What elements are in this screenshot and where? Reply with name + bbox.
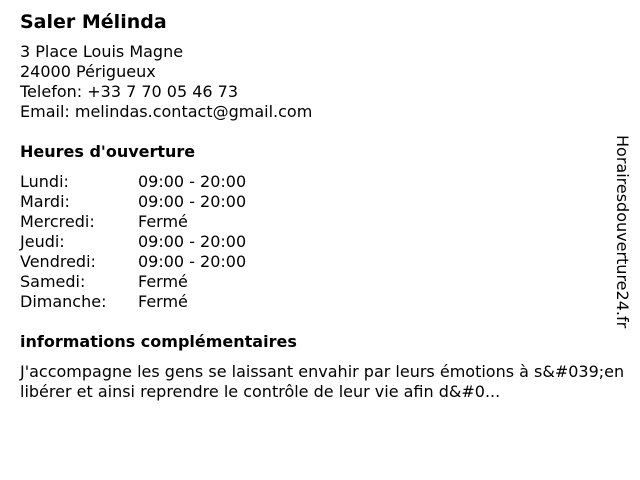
additional-info-heading: informations complémentaires bbox=[20, 332, 297, 351]
address-block bbox=[20, 42, 620, 122]
hours-row bbox=[20, 172, 620, 192]
hours-day: Jeudi: bbox=[20, 232, 65, 251]
additional-info-text: J'accompagne les gens se laissant envahir par leurs émotions à s&#039;en libérer et ainsi reprendre le contrôle de leur vie afin d&#0... bbox=[20, 362, 625, 401]
hours-day: Mardi: bbox=[20, 192, 70, 211]
address-street: 3 Place Louis Magne bbox=[20, 42, 184, 61]
hours-row bbox=[20, 272, 620, 292]
hours-row bbox=[20, 232, 620, 252]
hours-row bbox=[20, 192, 620, 212]
hours-day: Mercredi: bbox=[20, 212, 95, 231]
opening-hours-table bbox=[20, 172, 620, 312]
hours-day: Dimanche: bbox=[20, 292, 107, 311]
hours-time: Fermé bbox=[138, 212, 188, 231]
hours-time: Fermé bbox=[138, 272, 188, 291]
hours-time: 09:00 - 20:00 bbox=[138, 192, 247, 211]
business-name: Saler Mélinda bbox=[20, 11, 167, 33]
hours-day: Vendredi: bbox=[20, 252, 96, 271]
address-city: 24000 Périgueux bbox=[20, 62, 156, 81]
hours-time: 09:00 - 20:00 bbox=[138, 232, 247, 251]
hours-day: Lundi: bbox=[20, 172, 69, 191]
hours-row bbox=[20, 252, 620, 272]
hours-time: 09:00 - 20:00 bbox=[138, 252, 247, 271]
hours-day: Samedi: bbox=[20, 272, 86, 291]
site-brand-vertical: Horairesdouverture24.fr bbox=[613, 135, 632, 329]
email-address[interactable]: Email: melindas.contact@gmail.com bbox=[20, 102, 313, 121]
hours-time: Fermé bbox=[138, 292, 188, 311]
phone-number[interactable]: Telefon: +33 7 70 05 46 73 bbox=[20, 82, 239, 101]
hours-time: 09:00 - 20:00 bbox=[138, 172, 247, 191]
hours-row bbox=[20, 212, 620, 232]
opening-hours-heading: Heures d'ouverture bbox=[20, 142, 196, 161]
hours-row bbox=[20, 292, 620, 312]
